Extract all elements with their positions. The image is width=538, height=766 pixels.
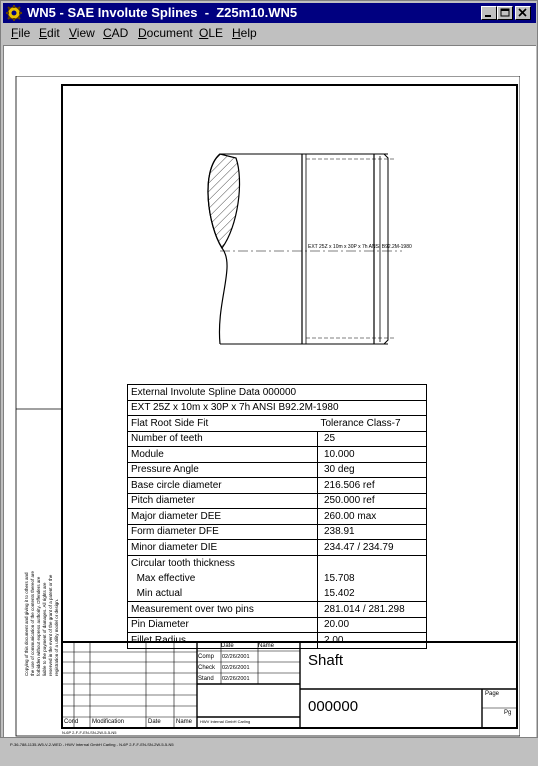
comp-date: 02/26/2001 xyxy=(222,654,250,660)
maximize-icon xyxy=(500,8,510,18)
company-name: HWV Internal GmbH Carling xyxy=(200,719,251,724)
part-title: Shaft xyxy=(308,652,344,669)
table-row: Measurement over two pins 281.014 / 281.298 xyxy=(128,602,427,618)
table-row: Form diameter DFE 238.91 xyxy=(128,524,427,540)
app-gear-icon xyxy=(6,5,22,21)
window-title: WN5 - SAE Involute Splines - Z25m10.WN5 xyxy=(27,5,298,20)
menu-help[interactable]: Help xyxy=(232,26,257,40)
minimize-button[interactable] xyxy=(481,6,497,20)
check-date: 02/26/2001 xyxy=(222,665,250,671)
table-fit: Flat Root Side Fit xyxy=(128,416,318,432)
menu-document[interactable]: Document xyxy=(138,26,193,40)
title-bar[interactable] xyxy=(3,3,536,23)
table-designation: EXT 25Z x 10m x 30P x 7h ANSI B92.2M-1980 xyxy=(128,400,427,416)
menu-ole[interactable]: OLE xyxy=(199,26,224,40)
drawing-sheet xyxy=(10,76,520,766)
menu-cad[interactable]: CAD xyxy=(103,26,129,40)
footer-small: N-6P 2-F-F-EN-SN-2W-5-5-N5 xyxy=(62,730,117,735)
revision-name-label: Name xyxy=(176,719,193,725)
cond-label: Cond xyxy=(64,719,79,725)
menu-file[interactable]: File xyxy=(11,26,31,40)
pg-label: Pg xyxy=(504,710,512,716)
close-icon xyxy=(518,8,528,18)
table-row: Min actual 15.402 xyxy=(128,586,427,602)
check-label: Check xyxy=(198,665,216,671)
table-row: Pitch diameter 250.000 ref xyxy=(128,493,427,509)
table-row: Fillet Radius 2.00 xyxy=(128,633,427,649)
title-date-header: Date xyxy=(221,643,234,649)
maximize-button[interactable] xyxy=(497,6,513,20)
table-row: Minor diameter DIE 234.47 / 234.79 xyxy=(128,540,427,556)
revision-date-label: Date xyxy=(148,719,161,725)
table-tolerance: Tolerance Class-7 xyxy=(318,416,427,432)
spline-callout: EXT 25Z x 10m x 30P x 7h ANSI B92.2M-1980 xyxy=(308,244,412,250)
table-header: External Involute Spline Data 000000 xyxy=(128,385,427,401)
close-button[interactable] xyxy=(515,6,531,20)
minimize-icon xyxy=(484,8,494,18)
copyright-note: Copying of this document and giving it to others and the use of communication of the contents thereof are forbidden without express authority. Offenders are liable to the payment of damages. All rights are reserved in the event of the grant of a patent or the registration of a utility model or design. xyxy=(24,570,59,676)
table-row: Circular tooth thickness xyxy=(128,555,427,571)
table-row: Number of teeth 25 xyxy=(128,431,427,447)
modification-label: Modification xyxy=(92,719,125,725)
comp-label: Comp xyxy=(198,654,215,660)
menu-edit[interactable]: Edit xyxy=(39,26,60,40)
stand-label: Stand xyxy=(198,676,214,682)
page-label: Page xyxy=(485,691,500,697)
document-canvas[interactable] xyxy=(3,45,536,747)
table-row: Pressure Angle 30 deg xyxy=(128,462,427,478)
table-row: Max effective 15.708 xyxy=(128,571,427,587)
stand-date: 02/26/2001 xyxy=(222,676,250,682)
spline-data-table xyxy=(127,384,427,649)
menu-bar xyxy=(3,23,536,43)
drawing-number: 000000 xyxy=(308,698,359,715)
title-name-header: Name xyxy=(258,643,275,649)
table-row: Module 10.000 xyxy=(128,447,427,463)
table-row: Base circle diameter 216.506 ref xyxy=(128,478,427,494)
table-row: Pin Diameter 20.00 xyxy=(128,617,427,633)
menu-view[interactable]: View xyxy=(69,26,95,40)
bottom-footer: P-36-788-1135-W5-V-2-WED - HWV Internal GmbH Carling - N-6P 2-F-F-EN-SN-2W-5-5-N5 xyxy=(10,742,174,747)
table-row: Major diameter DEE 260.00 max xyxy=(128,509,427,525)
